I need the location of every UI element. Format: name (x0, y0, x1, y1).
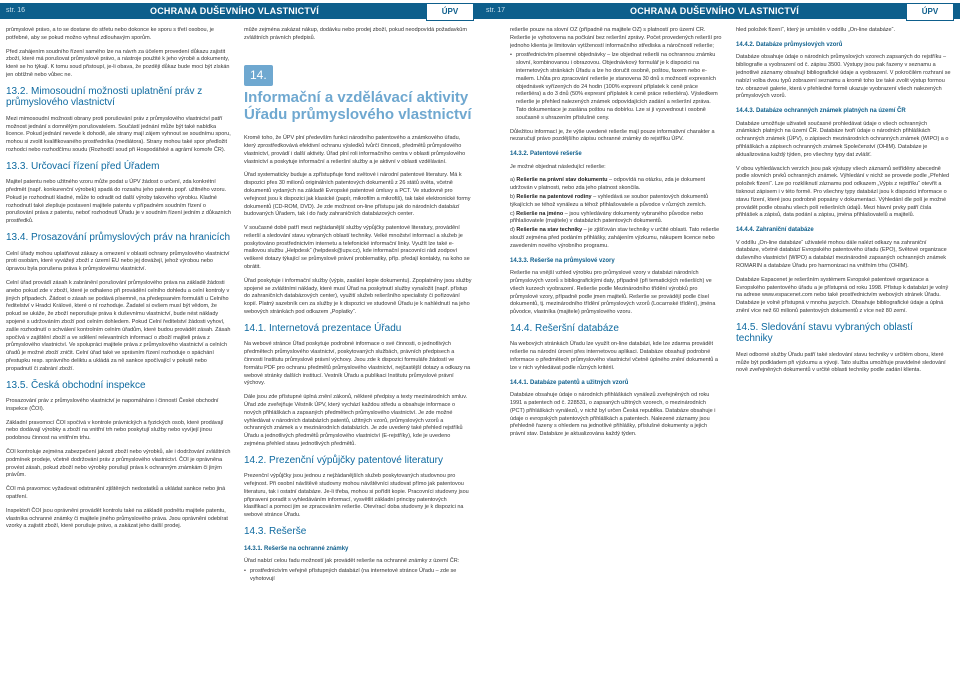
page-header (480, 3, 960, 19)
paragraph: Důležitou informací je, že výše uvedené rešerše mají pouze informativní charakter a nezaručují právo pozdějšího zápisu ochranné známky do rejstříku ÚPV. (510, 128, 715, 143)
bullet-list (244, 568, 472, 584)
paragraph: Před zahájením soudního řízení samého lze na návrh za účelem provedení důkazu zajistit zboží, které má porušovat průmyslové právo, a nástroje použité k jeho výrobě a dokumenty, které se ho týkají. K tomu soud přistoupí, je-li obava, že později důkaz bude moci být získán jen obtížně nebo vůbec ne. (6, 48, 230, 78)
right-column-1 (510, 27, 722, 670)
subsection-heading: 14.3.3. Rešerše na průmyslové vzory (510, 257, 615, 264)
section-heading: 14.1. Internetová prezentace Úřadu (244, 322, 402, 334)
section-heading: 13.4. Prosazování průmyslových práv na hranicích (6, 232, 230, 244)
paragraph: Je možné objednat následující rešerše: (510, 163, 606, 170)
chapter-title: Informační a vzdělávací aktivity Úřadu průmyslového vlastnictví (244, 88, 472, 123)
section-heading: 14.2. Prezenční výpůjčky patentové literatury (244, 454, 443, 466)
paragraph: V oddílu „On-line databáze“ uživatelé mohou dále nalézt odkazy na zahraniční databáze, včetně databází Evropského patentového úřadu (EPO), Světové organizace duševního vlastnictví (WIPO) a databází mezinárodně zapsaných ochranných známek ROMARIN a databáze Úřadu pro harmonizaci na vnitřním trhu (OHIM). (736, 239, 947, 270)
paragraph: Databáze obsahuje údaje o národních průmyslových vzorech zapsaných do rejstříku – bibliografie a vyobrazení od č. zápisu 3500. Výstupy jsou pak řazeny v seznamu a jednotlivé záznamy obsahují bibliografické údaje a vyobrazení. V pokročilém rozhraní se nabízí volba dvou typů zobrazení seznamu a kromě toho lze také zvolit výstup formou tzv. obrazové galerie, která v přehledné formě ukazuje vyobrazení všech nalezených průmyslových vzorů. (736, 54, 951, 100)
right-page (480, 0, 960, 674)
paragraph: Databáze Espacenet je rešeršním systémem Evropské patentové organizace a Evropského patentového úřadu a je přístupná od roku 1998. Přístup k databázi je volný na adrese www.espacenet.com nebo také prostřednictvím webových stránek Úřadu. Databáze je volně přístupná v mnoha jazycích. Obsahuje bibliografické údaje a úplná znění více než 60 milionů patentových dokumentů z více než 80 zemí. (736, 276, 949, 315)
page-header (0, 3, 480, 19)
paragraph: Databáze obsahuje údaje o národních přihláškách vynálezů zveřejněných od roku 1991 a patentech od č. 228531, o zapsaných užitných vzorech, o mezinárodních (PCT) přihláškách vynálezů, v nichž byl určen Česká republika. Databáze obsahuje i údaje o evropských patentových přihláškách a patentech. Nalezené záznamy jsou přehledně řazeny s ohledem na jednotlivé přihlášky, příslušné dokumenty a jejich právní stav. Databáze je aktualizována každý týden. (510, 392, 716, 438)
right-column-2 (736, 27, 952, 670)
header-title: OCHRANA DUŠEVNÍHO VLASTNICTVÍ (630, 6, 799, 16)
paragraph: ČOI kontroluje zejména zabezpečení jakosti zboží nebo výrobků, ale i dodržování zvláštních podmínek prodeje, včetně dodržování práv z průmyslového vlastnictví. ČOI je oprávněna provést zásah, pokud zboží nebo výrobky porušují práva k ochranným známkám či jiným právům. (6, 448, 231, 479)
header-title: OCHRANA DUŠEVNÍHO VLASTNICTVÍ (150, 6, 319, 16)
paragraph: Prezenční výpůjčky jsou jednou z nejžádanějších služeb poskytovaných studovnou pro veřejnost. Při osobní návštěvě studovny mohou návštěvníci studovat přímo jak patentovou literaturu, tak i ostatní databáze. Je-li třeba, mohou si pořídit kopie. Pracovníci studovny jsou připraveni poradit s vyhledáváním informací, vysvětlit základní principy patentových klasifikací a pomoci jim se zpracováním rešerše. Otevírací doba studovny je k dispozici na webové stránce Úřadu. (244, 473, 469, 519)
paragraph: Databáze umožňuje uživateli současné prohledávat údaje o všech ochranných známkách platných na území ČR. Databáze tvoří údaje o národních přihláškách ochranných známek (ÚPV), o zápisech mezinárodních ochranných známek (WIPO) a o přihláškách a zápisech ochranných známek Společenství (OHIM). Databáze je aktualizována každý týden, pro všechny typy dat zvlášť. (736, 120, 949, 158)
paragraph: Dále jsou zde přístupné úplná znění zákonů, některé předpisy a texty mezinárodních smluv. Úřad zde zveřejňuje Věstník ÚPV, který vychází každou středu a obsahuje informace o nových přihláškách a zapsaných předmětech průmyslového vlastnictví. Je zde možné vyhledávat v národních databázích patentů, užitných vzorů, průmyslových vzorů a ochranných známek a v mezinárodních databázích. Je zde uvedený také přehled rejstříků Úřadu a jednotlivých předmětů průmyslového vlastnictví (E-rejstříky), kde je uvedeno zejména přehled stavu jednotlivých předmětů. (244, 394, 468, 447)
paragraph: Na webové stránce Úřad poskytuje podrobné informace o své činnosti, o jednotlivých předmětech průmyslového vlastnictví, poskytovaných službách, právních předpisech a činnosti Institutu průmyslově právní výchovy. Jsou zde k dispozici formuláře žádostí ve formátu PDF pro ochranu předmětů průmyslového vlastnictví, nejčastější dotazy a odkazy na webové stránky dalších institucí. Vestník Úřadu a publikaci Institutu průmyslové právní výchovy. (244, 341, 471, 387)
page-number: str. 16 (6, 7, 26, 14)
bullet-list (510, 52, 722, 122)
paragraph: Inspektoři ČOI jsou oprávněni provádět kontrolu také na základě podnětu majitele patentu, vlastníka ochranné známky či majitele jiného průmyslového práva. Jsou oprávněni odebírat vzorky a zajistit zboží, které porušuje právo, a zakázat jeho další prodej. (6, 507, 228, 530)
paragraph: Kromě toho, že ÚPV plní především funkci národního patentového a známkového úřadu, který zprostředkovává efektivní ochranu výsledků tvůrčí činnosti, předmětů průmyslového vlastnictví, provádí i další aktivity. Úřad plní roli informačního centra v oblasti průmyslového vlastnictví a poskytuje informační a rešeršní služby a je aktivní v oblasti vzdělávání. (244, 135, 466, 165)
list-item: b) Rešerše na patentové rodiny – vyhledává se soubor patentových dokumentů týkajících se téhož vynálezu a téhož přihlašovatele a původce v různých zemích. (510, 194, 709, 208)
section-heading: 13.5. Česká obchodní inspekce (6, 379, 146, 391)
upv-logo: ÚPV (906, 3, 954, 21)
paragraph: průmyslové právo, a to se dostane do střetu nebo dokonce ke sporu s třetí osobou, je potřebné, aby se pokud možno vyhnul zdlouhavým sporům. (6, 27, 214, 41)
section-heading: 14.3. Rešerše (244, 526, 307, 537)
chapter-number: 14. (244, 65, 273, 86)
subsection-heading: 14.4.3. Databáze ochranných známek platných na území ČR (736, 108, 906, 115)
list-item: c) Rešerše na jméno – jsou vyhledávány dokumenty vybraného původce nebo přihlašovatele (majitele) v databázích patentových dokumentů. (510, 210, 704, 225)
left-column-1 (6, 27, 231, 670)
section-heading: 13.3. Určovací řízení před Úřadem (6, 160, 160, 172)
left-column-2 (244, 27, 472, 670)
list-item: • prostřednictvím písemné objednávky – lze objednat rešerši na ochrannou známku slovní, kombinovanou i obrazovou. Objednávkový formulář je k dispozici na internetových stránkách Úřadu a lze ho doručit osobně, poštou, faxem nebo e-mailem. Lhůta pro zpracování rešerše je stanovena 30 dnů s možností expresních objednávek vyřízených do 24 hodin (100% expresní příplatek k ceně práce rešeršéra) a do 3 dnů (50% expresní příplatek k ceně práce rešeršéra). Výsledkem rešerše je přehled nalezených známek odpovídajících zadání a rešeršní zpráva. Tato dokumentace je zaslána poštou na dobírku. Lze si ji vyzvednout i osobně současně s uhrazením příslušné ceny. (510, 52, 722, 122)
paragraph: V obou vyhledávacích verzích jsou pak výstupy všech záznamů setříděny abecedně podle slovních prvků ochranných známek. Výhledání v nichž se provede podle „Přehled položek fízení“. Lze po rozkliknutí záznamu pod odkazem „Výpis z rejstříku“ otevřít a tisknout zápisem i v této formě. Pro všechny typy databází jsou k dispozici informace o stavu řízení, které jsou podrobně popsány v dokumentaci. Výhledání dle polí je možné provádět podle obsahu všech polí rešeršních údajů. Mezi hlavní prvky patří čísla přihlášek a zápisů, data podání a zápisu, jména přihlašovatelů a majitelů. (736, 165, 950, 219)
paragraph: Rešerše na vnější vzhled výrobku pro průmyslové vzory v databázi národních průmyslových vzorů s bibliografickými daty, případně (při tematických rešerších) ve všech kurzech vyobrazení. Rešerše podle Mezinárodního třídění výrobků pro průmyslové vzory, případně podle jmen majitelů. Rešerše se provádějí podle čísel dokumentů, tj. mezinárodního třídění průmyslových vzorů (Locarnské třídění), jména původce, vlastníka (majitele) průmyslového vzoru. (510, 270, 716, 316)
paragraph: Prosazování práv z průmyslového vlastnictví je napomáháno i činností České obchodní inspekce (ČOI). (6, 398, 219, 412)
search-types-list (510, 177, 722, 250)
list-item: d) Rešerše na stav techniky – je zjišťován stav techniky v určité oblasti. Tato rešerše slouží zejména před podáním přihlášky, zahájením výzkumu, nákupem licence nebo zavedením nového výrobního programu. (510, 227, 720, 249)
subsection-heading: 14.4.4. Zahraniční databáze (736, 227, 814, 234)
paragraph: Mezi odborné služby Úřadu patří také sledování stavu techniky v určitém oboru, které může být podkladem při výzkumu a vývoji. Tato služba umožňuje pravidelné sledování nově zveřejněných dokumentů v určité oblasti techniky podle zadání klienta. (736, 351, 946, 374)
paragraph: Základní pravomocí ČOI spočívá v kontrole právnických a fyzických osob, které prodávají nebo dodávají výrobky a zboží na vnitřní trh nebo poskytují služby nebo vyvíjejí jinou podobnou činnost na vnitřním trhu. (6, 419, 224, 442)
paragraph: ČOI má pravomoc vyžadovat odstranění zjištěných nedostatků a ukládat sankce nebo jiná opatření. (6, 486, 226, 500)
paragraph: Majitel patentu nebo užitného vzoru může podat u ÚPV žádost o určení, zda konkrétní předmět (např. konkurenční výrobek) spadá do rozsahu jeho patentu popř. užitného vzoru. Pokud je rozhodnutí kladné, může to odradit od další výroby takového výrobku. Kladné rozhodnutí také zlepšuje postavení majitele patentu v případném soudním řízení o porušování práva z patentu, neboť rozhodnutí Úřadu je v soudním řízení jedním z důkazních prostředků. (6, 179, 231, 225)
paragraph: rešerše pouze na slovní OZ (případně na majitele OZ) s platností pro území ČR. Rešerše je vyhotovena na počkání bez rešeršní zprávy. Počet provedených rešerší pro jednoho klienta je limitován vytížeností informačního střediska a náročností rešerše; (510, 27, 722, 49)
subsection-heading: 14.3.2. Patentové rešerše (510, 151, 582, 158)
section-heading: 14.4. Rešeršní databáze (510, 322, 619, 334)
list-item: a) Rešerše na právní stav dokumentu – odpovídá na otázku, zda je dokument udržován v platnosti, nebo zda jeho platnost skončila. (510, 177, 706, 192)
paragraph: Úřad systematicky buduje a zpřístupňuje fond světové i národní patentové literatury. Má k dispozici přes 30 milionů originálních patentových dokumentů z 26 států světa, včetně dokumentů vydaných na základě Evropské patentové úmluvy a PCT. Ve studovně pro veřejnost jsou k dispozici jak klasické (papír, mikrofilm a mikrofiš), tak také elektronické formy dokumentů (CD-ROM, DVD). Je zde možnost on-line přístupu jak do národních databází budovaných Úřadem, tak i do řady zahraničních databázových center. (244, 172, 471, 218)
upv-logo: ÚPV (426, 3, 474, 21)
paragraph: V současné době patří mezi nejžádanější služby výpůjčky patentové literatury, provádění rešerší a sledování stavu vybraných oblastí techniky. Velké množství informací a služeb je poskytováno prostřednictvím internetu a telefonické informační linky. Využít lze také e-mailovou službu „Helpdesk“ (helpdesk@upv.cz), kde informační pracovníci rádi zodpoví veškeré dotazy týkající se průmyslově právní problematiky, příp. předají kontakty, na koho se obrátit. (244, 225, 470, 271)
paragraph: Na webových stránkách Úřadu lze využít on-line databázi, kde lze zdarma provádět rešerše na národní úrovni přes internetovou aplikaci. Databáze obsahují podrobné informace o předmětech průmyslového vlastnictví včetně úplného znění dokumentů a lze v nich vyhledávat podle různých kritérií. (510, 341, 718, 371)
paragraph: Mezi mimosoudní možnosti obrany proti porušování práv z průmyslového vlastnictví patří možnost jednání s domnělým porušovatelem. Součástí jednání může být také nabídka licence. Pokud jednání nevede k dohodě, ale strany mají zájem vyhnout se soudnímu sporu, mohou si zvolit kvalifikovaného prostředníka (mediátora). Strany mohou také spor předložit rozhodci nebo rozhodčímu soudu (Rozhodčí soud při Hospodářské a agrární komoře ČR). (6, 115, 231, 153)
paragraph: může zejména zakázat nákup, dodávku nebo prodej zboží, pokud neodpovídá požadavkům zvláštních právních předpisů. (244, 27, 467, 41)
paragraph: Celní úřad provádí zásah k zabránění porušování průmyslového práva na základě žádosti anebo pokud zde v zboží, které je odhaleno při provádění celního dohledu a celní kontroly v jiných případech. Žádost o zásah se podává písemně, na předepsaném formuláři u Celního ředitelství v Hradci Králové, které o ní rozhoduje. Žadatel si ovšem musí být vědom, že pokud se ukáže, že zboží neporušuje práva k duševnímu vlastnictví, bude nést náklady spojené s udržováním zboží pod celním dohledem. Pokud Celní ředitelství žádosti vyhoví, zašle rozhodnutí o schválení kontrolním celním úřadům, které budou provádět zásah. Zásah spočívá v zajištění zboží a ve sdělení relevantních informací o zboží majiteli práva z průmyslového vlastnictví. Ve spolupráci majitele práva z průmyslového vlastnictví a celních úřadů je možné zboží zničit. Celní úřad také ve správním řízení rozhoduje o spáchání přestupku resp. správního deliktu a ukládá za ně sankce spočívající v pokutě nebo propadnutí či zabrání zboží. (6, 279, 231, 372)
section-heading: 14.5. Sledování stavu vybraných oblastí techniky (736, 321, 913, 345)
subsection-heading: 14.4.2. Databáze průmyslových vzorů (736, 41, 843, 48)
paragraph: Úřad poskytuje i informační služby (výpis, zaslání kopie dokumentu). Zpoplatněny jsou služby spojené se zvláštními náklady, které musí Úřad na poskytnutí služby vynaložit (např. přístup do zahraničních databázových center), využití služeb rešeršního specialisty či pořizování kopií. Platný sazebník cen za služby je k dispozici ve studovně Úřadu je k nahlédnutí na jeho webových stránkách pod odkazem „Poplatky“. (244, 277, 472, 316)
list-item: • prostřednictvím veřejně přístupných databází (na internetové stránce Úřadu – zde se vyhotovují (244, 568, 472, 584)
paragraph: hled položek fízení“, který je umístěn v oddílu „On-line databáze“. (736, 27, 895, 33)
subsection-heading: 14.3.1. Rešerše na ochranné známky (244, 545, 349, 552)
subsection-heading: 14.4.1. Databáze patentů a užitných vzorů (510, 379, 629, 386)
section-heading: 13.2. Mimosoudní možnosti uplatnění práv z průmyslového vlastnictví (6, 85, 203, 109)
paragraph: Celní úřady mohou uplatňovat zákazy a omezení v oblasti ochrany průmyslového vlastnictví proti osobám, které vyvážejí zboží z území EU nebo jej dovážejí, jehož výrobou nebo úpravou byla porušena práva k průmyslovému vlastnictví. (6, 250, 230, 273)
paragraph: Úřad nabízí celou řadu možností jak provádět rešerše na ochranné známky z území ČR: (244, 558, 460, 565)
page-number: str. 17 (486, 7, 506, 14)
